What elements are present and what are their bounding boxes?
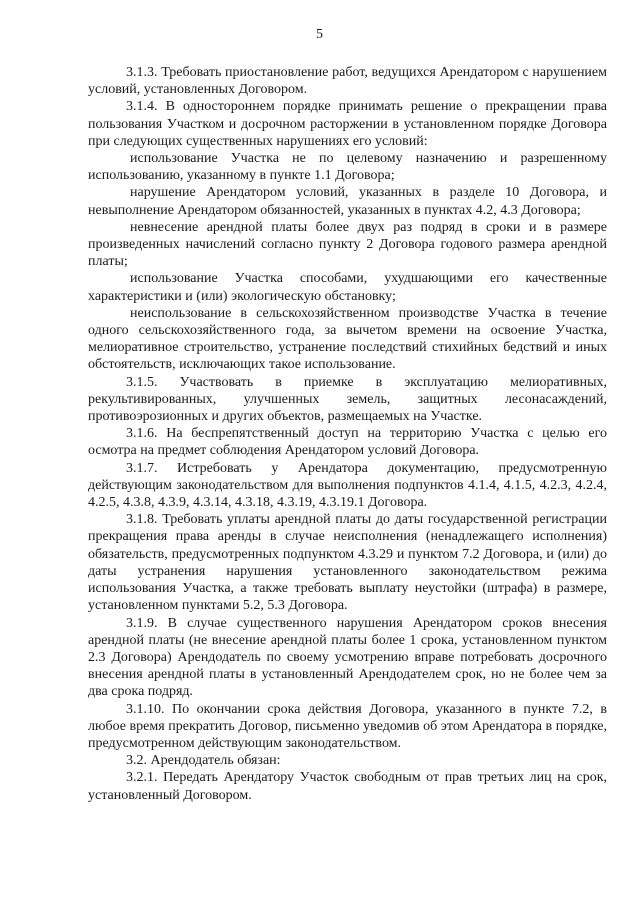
- paragraph-3-2: 3.2. Арендодатель обязан:: [126, 753, 281, 769]
- paragraph-3-1-9: 3.1.9. В случае существенного нарушения Арендатором сроков внесения арендной платы (не внесение арендной платы более 1 срока, установленном пунктом 2.3 Договора) Арендодатель по своему усмотрению вправе потребовать досрочного внесения арендной платы в установленный Арендодателем срок, но не более чем за два срока подряд.: [88, 615, 607, 700]
- list-item-violation-conditions: нарушение Арендатором условий, указанных в разделе 10 Договора, и невыполнение Арендатором обязанностей, указанных в пунктах 4.2, 4.3 Договора;: [88, 185, 607, 218]
- list-item-violation-payment: невнесение арендной платы более двух раз подряд в сроки и в размере произведенных начислений согласно пункту 2 Договора годового размера арендной платы;: [88, 219, 607, 270]
- paragraph-3-1-7: 3.1.7. Истребовать у Арендатора документацию, предусмотренную действующим законодательством для выполнения подпунктов 4.1.4, 4.1.5, 4.2.3, 4.2.4, 4.2.5, 4.3.8, 4.3.9, 4.3.14, 4.3.18, 4.3.19, 4.3.19.1 Договора.: [88, 460, 607, 511]
- paragraph-3-1-6: 3.1.6. На беспрепятственный доступ на территорию Участка с целью его осмотра на предмет соблюдения Арендатором условий Договора.: [88, 426, 607, 459]
- list-item-violation-purpose: использование Участка не по целевому назначению и разрешенному использованию, указанному в пункте 1.1 Договора;: [88, 151, 607, 184]
- page-number: 5: [316, 27, 323, 42]
- list-item-violation-nonuse: неиспользование в сельскохозяйственном производстве Участка в течение одного сельскохозяйственного года, за вычетом времени на освоение Участка, мелиоративное строительство, устранение последствий стихийных бедствий и иных обстоятельств, исключающих такое использование.: [88, 305, 607, 373]
- paragraph-3-1-3: 3.1.3. Требовать приостановление работ, ведущихся Арендатором с нарушением условий, установленных Договором.: [88, 65, 607, 98]
- paragraph-3-1-10: 3.1.10. По окончании срока действия Договора, указанного в пункте 7.2, в любое время прекратить Договор, письменно уведомив об этом Арендатора в порядке, предусмотренном действующим законодательством.: [88, 701, 607, 751]
- paragraph-3-2-1: 3.2.1. Передать Арендатору Участок свободным от прав третьих лиц на срок, установленный Договором.: [88, 770, 607, 803]
- list-item-violation-ecology: использование Участка способами, ухудшающими его качественные характеристики и (или) экологическую обстановку;: [88, 271, 607, 304]
- paragraph-3-1-5: 3.1.5. Участвовать в приемке в эксплуатацию мелиоративных, рекультивированных, улучшенных земель, защитных лесонасаждений, противоэрозионных и других объектов, размещаемых на Участке.: [88, 374, 607, 425]
- document-body: [88, 64, 607, 804]
- paragraph-3-1-4: 3.1.4. В одностороннем порядке принимать решение о прекращении права пользования Участком и досрочном расторжении в установленном порядке Договора при следующих существенных нарушениях его условий:: [88, 99, 607, 149]
- paragraph-3-1-8: 3.1.8. Требовать уплаты арендной платы до даты государственной регистрации прекращения права аренды в случае неисполнения (ненадлежащего исполнения) обязательств, предусмотренных подпунктом 4.3.29 и пунктом 7.2 Договора, и (или) до даты устранения нарушения установленного законодательством режима использования Участка, а также требовать выплату неустойки (штрафа) в размере, установленном пунктами 5.2, 5.3 Договора.: [88, 512, 607, 614]
